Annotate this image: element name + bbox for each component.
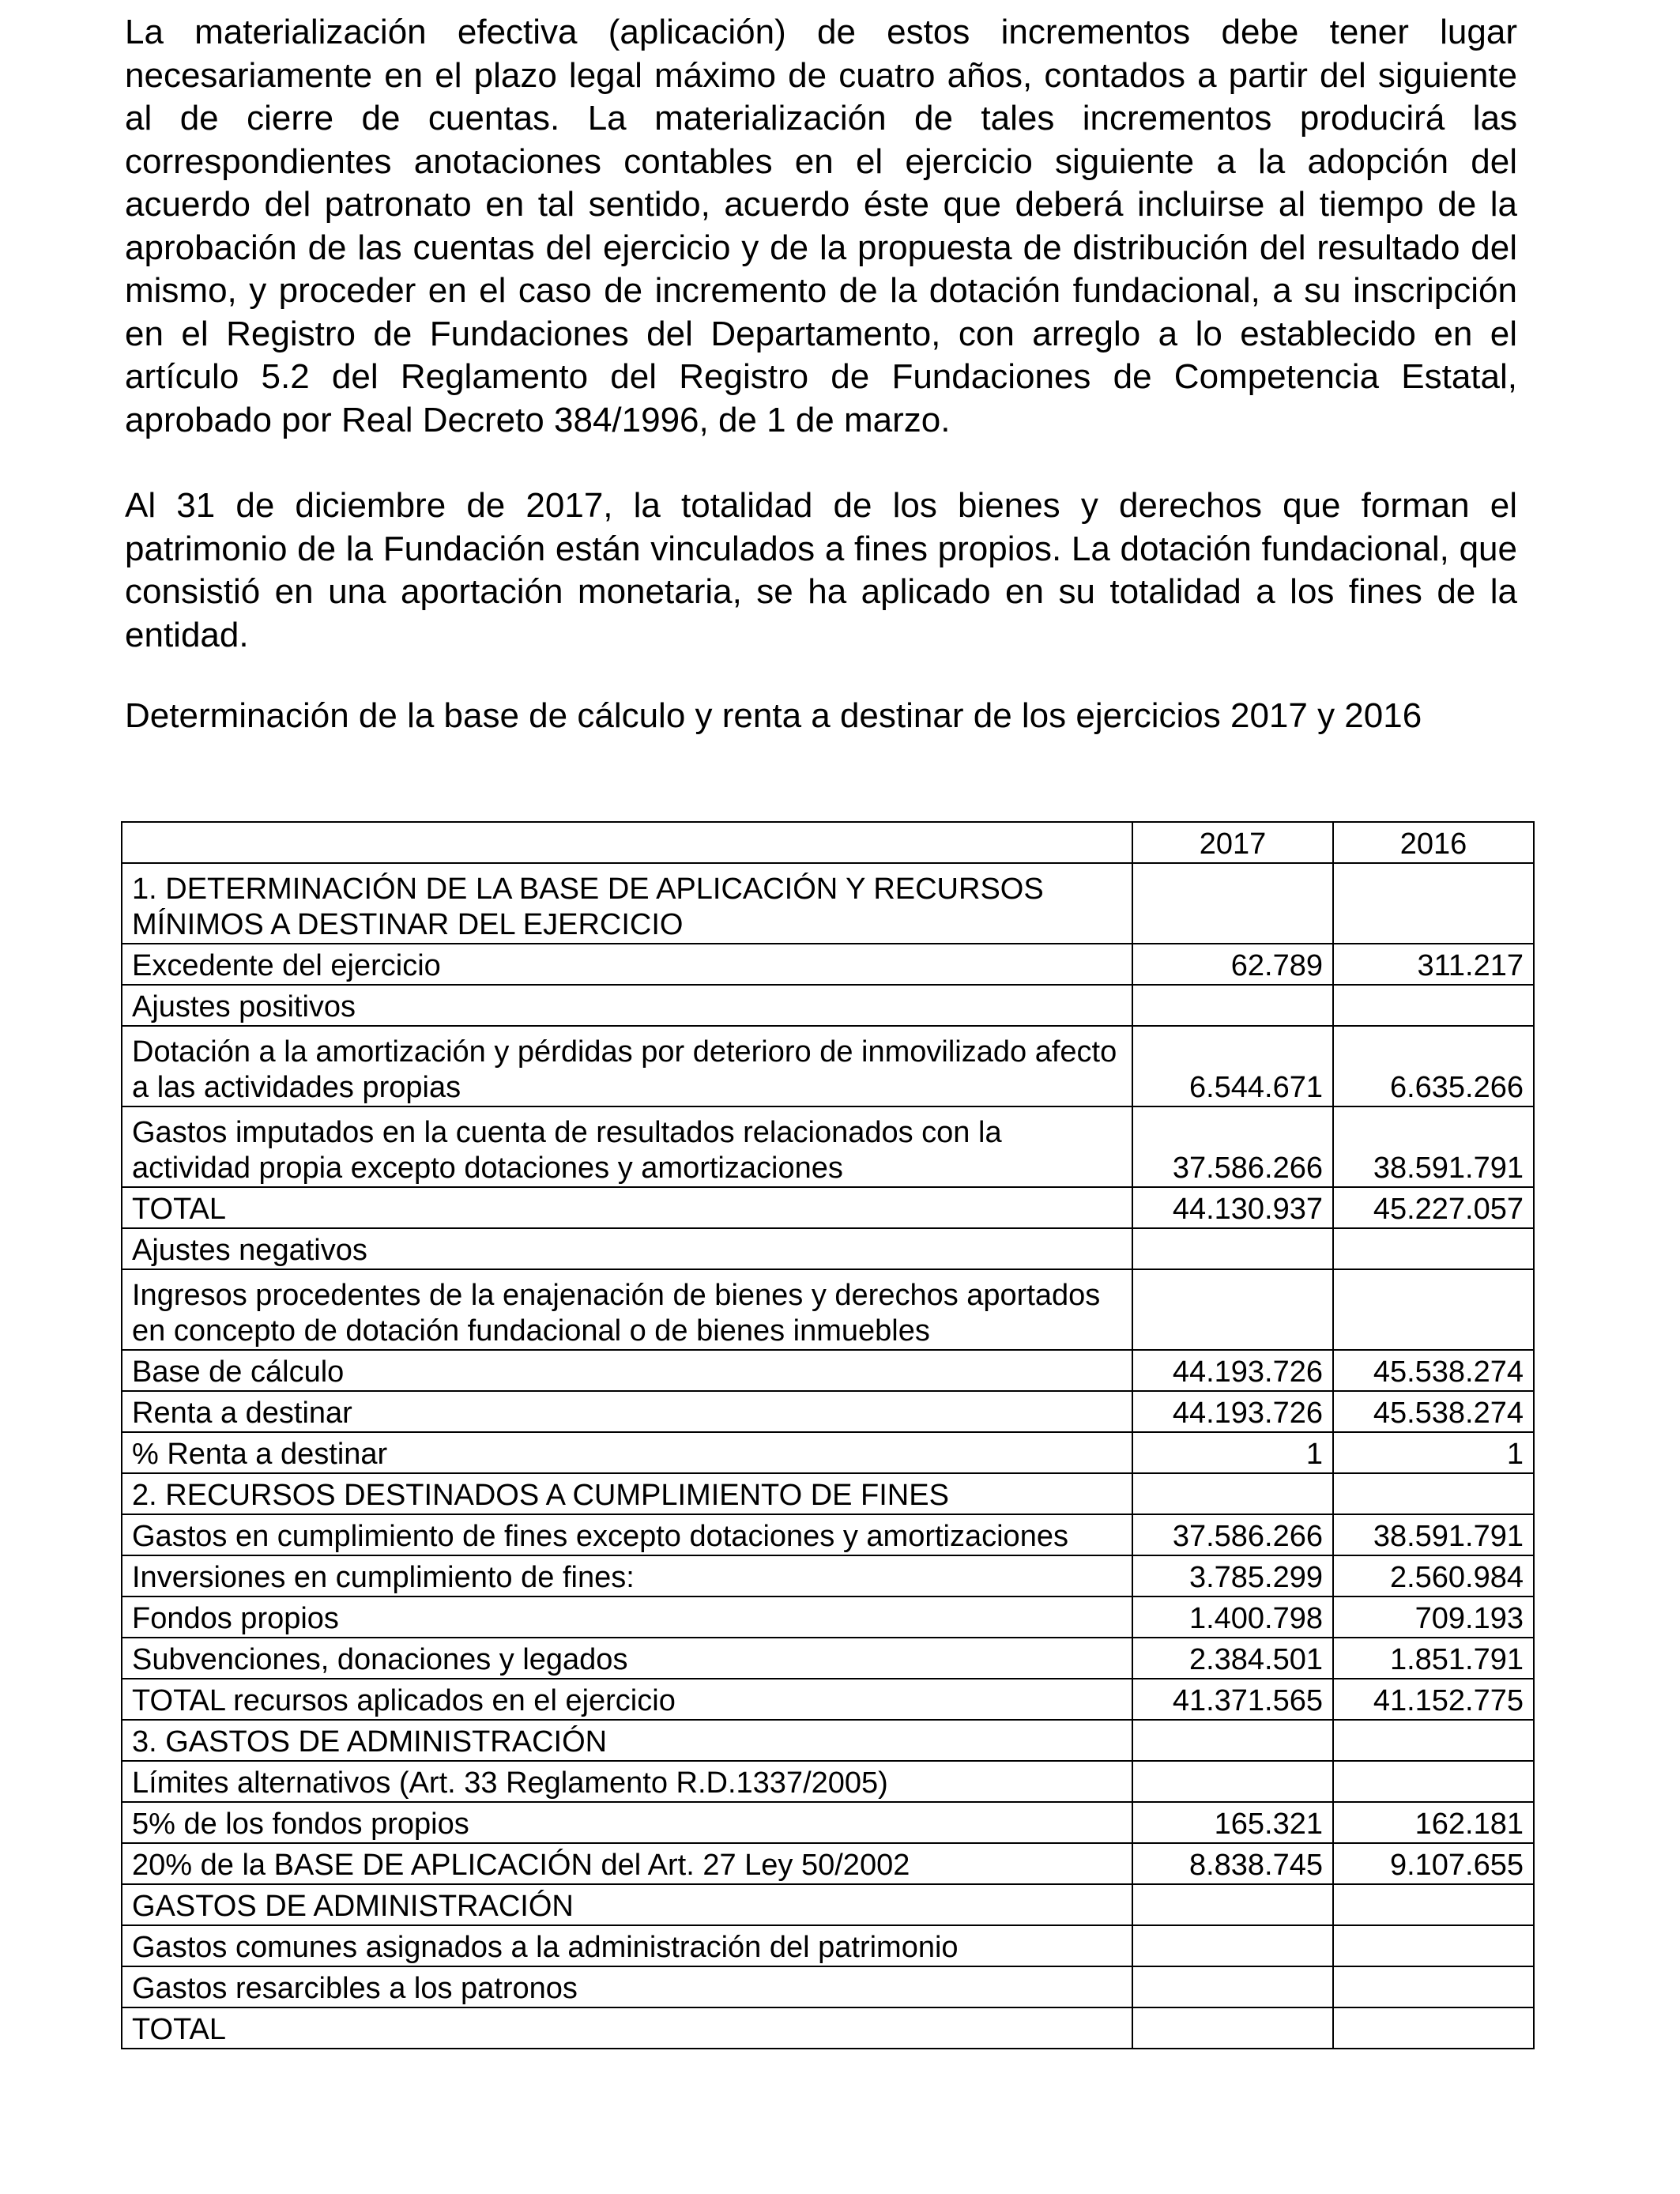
- header-2017: 2017: [1132, 822, 1333, 863]
- row-label: Ajustes negativos: [122, 1228, 1132, 1269]
- table-row: [122, 1106, 1534, 1187]
- table-row: [122, 1026, 1534, 1106]
- value-2016: [1333, 863, 1534, 944]
- value-2017: 62.789: [1132, 944, 1333, 985]
- value-2016: 45.227.057: [1333, 1187, 1534, 1228]
- document-body: [125, 11, 1517, 737]
- value-2017: [1132, 1228, 1333, 1269]
- row-label: GASTOS DE ADMINISTRACIÓN: [122, 1884, 1132, 1925]
- value-2017: [1132, 863, 1333, 944]
- table-row: [122, 1350, 1534, 1391]
- row-label: Fondos propios: [122, 1596, 1132, 1638]
- value-2016: 9.107.655: [1333, 1843, 1534, 1884]
- row-label: Gastos comunes asignados a la administración del patrimonio: [122, 1925, 1132, 1966]
- value-2016: 41.152.775: [1333, 1679, 1534, 1720]
- header-label-cell: [122, 822, 1132, 863]
- value-2016: 38.591.791: [1333, 1106, 1534, 1187]
- value-2017: [1132, 1269, 1333, 1350]
- value-2016: [1333, 1966, 1534, 2007]
- table-row: [122, 1432, 1534, 1473]
- value-2016: [1333, 1473, 1534, 1514]
- table-row: [122, 2007, 1534, 2049]
- value-2017: [1132, 985, 1333, 1026]
- value-2016: [1333, 1884, 1534, 1925]
- row-label: Base de cálculo: [122, 1350, 1132, 1391]
- table-row: [122, 1720, 1534, 1761]
- row-label: 20% de la BASE DE APLICACIÓN del Art. 27 Ley 50/2002: [122, 1843, 1132, 1884]
- value-2016: 45.538.274: [1333, 1391, 1534, 1432]
- row-label: Renta a destinar: [122, 1391, 1132, 1432]
- value-2017: 41.371.565: [1132, 1679, 1333, 1720]
- row-label: 5% de los fondos propios: [122, 1802, 1132, 1843]
- row-label: TOTAL: [122, 1187, 1132, 1228]
- paragraph-patrimonio: Al 31 de diciembre de 2017, la totalidad de los bienes y derechos que forman el patrimonio de la Fundación están vinculados a fines propios. La dotación fundacional, que consistió en una aportación monetaria, se ha aplicado en su totalidad a los fines de la entidad.: [125, 486, 1517, 654]
- value-2017: 8.838.745: [1132, 1843, 1333, 1884]
- table-row: [122, 1269, 1534, 1350]
- value-2016: [1333, 2007, 1534, 2049]
- value-2017: [1132, 1720, 1333, 1761]
- row-label: TOTAL: [122, 2007, 1132, 2049]
- table-row: [122, 1925, 1534, 1966]
- row-label: 2. RECURSOS DESTINADOS A CUMPLIMIENTO DE FINES: [122, 1473, 1132, 1514]
- value-2017: [1132, 1473, 1333, 1514]
- value-2016: 45.538.274: [1333, 1350, 1534, 1391]
- value-2017: 3.785.299: [1132, 1555, 1333, 1596]
- row-label: Inversiones en cumplimiento de fines:: [122, 1555, 1132, 1596]
- value-2017: 37.586.266: [1132, 1514, 1333, 1555]
- row-label: 1. DETERMINACIÓN DE LA BASE DE APLICACIÓN Y RECURSOS MÍNIMOS A DESTINAR DEL EJERCICIO: [122, 863, 1132, 944]
- value-2016: 709.193: [1333, 1596, 1534, 1638]
- value-2016: [1333, 1720, 1534, 1761]
- table-row: [122, 1596, 1534, 1638]
- row-label: 3. GASTOS DE ADMINISTRACIÓN: [122, 1720, 1132, 1761]
- table-row: [122, 1555, 1534, 1596]
- value-2017: 37.586.266: [1132, 1106, 1333, 1187]
- value-2016: 311.217: [1333, 944, 1534, 985]
- table-row: [122, 1228, 1534, 1269]
- value-2016: 2.560.984: [1333, 1555, 1534, 1596]
- table-row: [122, 1473, 1534, 1514]
- value-2017: [1132, 1884, 1333, 1925]
- table-row: [122, 1802, 1534, 1843]
- value-2017: 44.193.726: [1132, 1350, 1333, 1391]
- row-label: Dotación a la amortización y pérdidas por deterioro de inmovilizado afecto a las actividades propias: [122, 1026, 1132, 1106]
- table-header-row: [122, 822, 1534, 863]
- value-2016: [1333, 1761, 1534, 1802]
- table-row: [122, 1884, 1534, 1925]
- row-label: Ajustes positivos: [122, 985, 1132, 1026]
- value-2017: 44.193.726: [1132, 1391, 1333, 1432]
- base-calculo-table: [121, 821, 1535, 2049]
- value-2017: [1132, 1925, 1333, 1966]
- row-label: % Renta a destinar: [122, 1432, 1132, 1473]
- row-label: Gastos en cumplimiento de fines excepto dotaciones y amortizaciones: [122, 1514, 1132, 1555]
- value-2017: [1132, 1761, 1333, 1802]
- value-2016: 38.591.791: [1333, 1514, 1534, 1555]
- value-2017: [1132, 1966, 1333, 2007]
- header-2016: 2016: [1333, 822, 1534, 863]
- row-label: TOTAL recursos aplicados en el ejercicio: [122, 1679, 1132, 1720]
- table-row: [122, 1843, 1534, 1884]
- value-2016: 6.635.266: [1333, 1026, 1534, 1106]
- value-2017: 44.130.937: [1132, 1187, 1333, 1228]
- table-row: [122, 1966, 1534, 2007]
- value-2016: 1.851.791: [1333, 1638, 1534, 1679]
- table-row: [122, 1638, 1534, 1679]
- value-2016: [1333, 1925, 1534, 1966]
- table-row: [122, 1761, 1534, 1802]
- table-row: [122, 1514, 1534, 1555]
- value-2017: 2.384.501: [1132, 1638, 1333, 1679]
- row-label: Límites alternativos (Art. 33 Reglamento R.D.1337/2005): [122, 1761, 1132, 1802]
- value-2016: [1333, 985, 1534, 1026]
- table-title: Determinación de la base de cálculo y renta a destinar de los ejercicios 2017 y 2016: [125, 696, 1422, 735]
- value-2016: 162.181: [1333, 1802, 1534, 1843]
- value-2016: [1333, 1228, 1534, 1269]
- table-row: [122, 985, 1534, 1026]
- row-label: Ingresos procedentes de la enajenación de bienes y derechos aportados en concepto de dotación fundacional o de bienes inmuebles: [122, 1269, 1132, 1350]
- row-label: Gastos resarcibles a los patronos: [122, 1966, 1132, 2007]
- table-row: [122, 1679, 1534, 1720]
- value-2017: 1.400.798: [1132, 1596, 1333, 1638]
- table-row: [122, 863, 1534, 944]
- paragraph-materializacion: La materialización efectiva (aplicación) de estos incrementos debe tener lugar necesariamente en el plazo legal máximo de cuatro años, contados a partir del siguiente al de cierre de cuentas. La materialización de tales incrementos producirá las correspondientes anotaciones contables en el ejercicio siguiente a la adopción del acuerdo del patronato en tal sentido, acuerdo éste que deberá incluirse al tiempo de la aprobación de las cuentas del ejercicio y de la propuesta de distribución del resultado del mismo, y proceder en el caso de incremento de la dotación fundacional, a su inscripción en el Registro de Fundaciones del Departamento, con arreglo a lo establecido en el artículo 5.2 del Reglamento del Registro de Fundaciones de Competencia Estatal, aprobado por Real Decreto 384/1996, de 1 de marzo.: [125, 13, 1517, 439]
- value-2017: 165.321: [1132, 1802, 1333, 1843]
- table-row: [122, 1391, 1534, 1432]
- value-2017: [1132, 2007, 1333, 2049]
- value-2017: 6.544.671: [1132, 1026, 1333, 1106]
- value-2017: 1: [1132, 1432, 1333, 1473]
- table-row: [122, 944, 1534, 985]
- table-row: [122, 1187, 1534, 1228]
- row-label: Gastos imputados en la cuenta de resultados relacionados con la actividad propia excepto dotaciones y amortizaciones: [122, 1106, 1132, 1187]
- value-2016: 1: [1333, 1432, 1534, 1473]
- value-2016: [1333, 1269, 1534, 1350]
- row-label: Subvenciones, donaciones y legados: [122, 1638, 1132, 1679]
- row-label: Excedente del ejercicio: [122, 944, 1132, 985]
